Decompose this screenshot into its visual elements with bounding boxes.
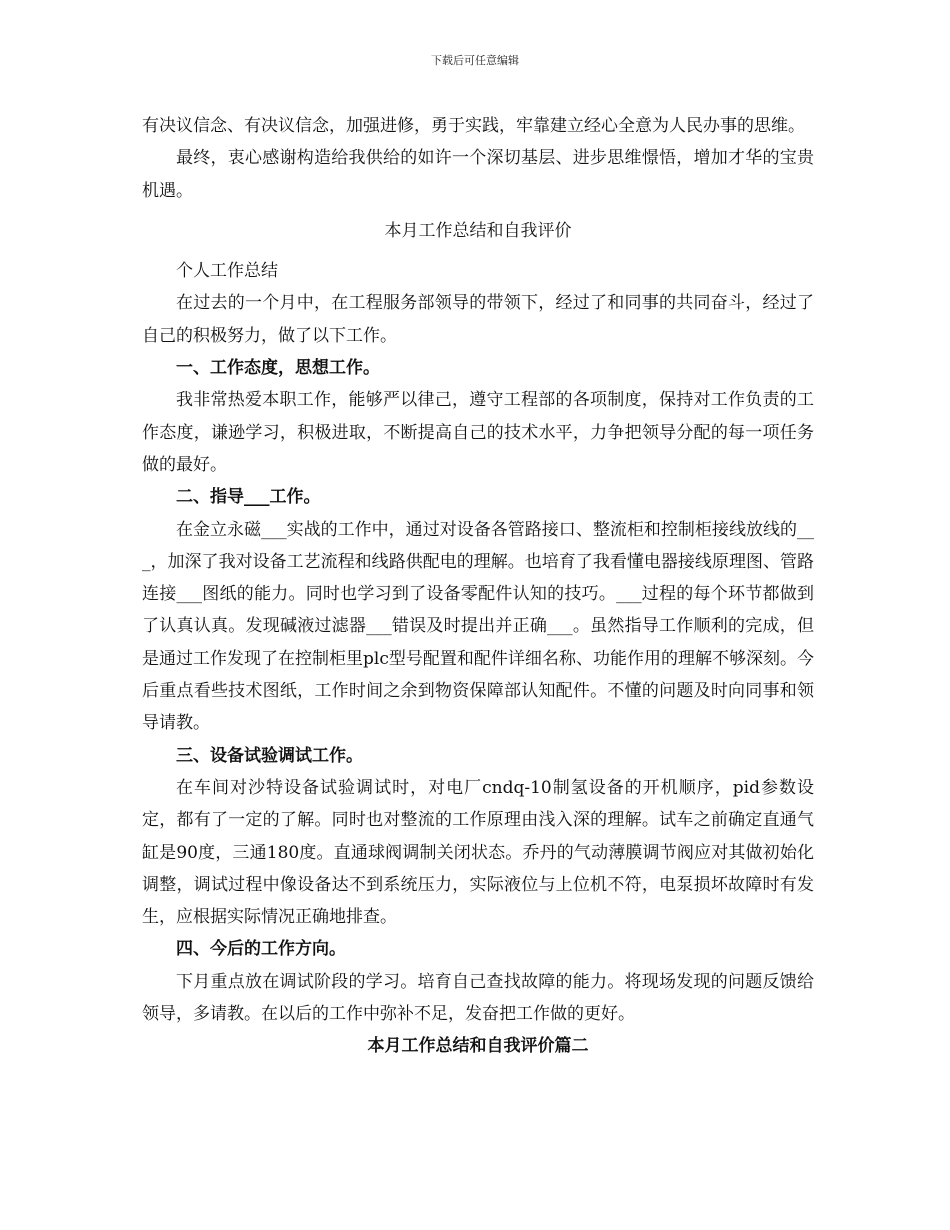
paragraph-intro: 在过去的一个月中，在工程服务部领导的带领下，经过了和同事的共同奋斗，经过了自己的积极努力，做了以下工作。: [142, 293, 814, 346]
section-title-part-two: 本月工作总结和自我评价篇二: [367, 1036, 589, 1057]
document-body: [142, 110, 814, 1063]
paragraph-equipment-testing: 在车间对沙特设备试验调试时，对电厂cndq-10制氢设备的开机顺序，pid参数设定，都有了一定的了解。同时也对整流的工作原理由浅入深的理解。试车之前确定直通气缸是90度，三通180度。直通球阀调制关闭状态。乔丹的气动薄膜调节阀应对其做初始化调整，调试过程中像设备达不到系统压力，实际液位与上位机不符，电泵损坏故障时有发生，应根据实际情况正确地排查。: [142, 777, 814, 928]
page-header: 下载后可任意编辑: [431, 54, 519, 67]
section-title: 本月工作总结和自我评价: [384, 220, 572, 241]
heading-work-attitude: 一、工作态度，思想工作。: [176, 358, 380, 379]
paragraph-work-attitude: 我非常热爱本职工作，能够严以律己，遵守工程部的各项制度，保持对工作负责的工作态度，谦逊学习，积极进取，不断提高自己的技术水平，力争把领导分配的每一项任务做的最好。: [142, 390, 814, 475]
paragraph-continuation: 有决议信念、有决议信念，加强进修，勇于实践，牢靠建立经心全意为人民办事的思维。: [142, 116, 805, 136]
heading-equipment-testing: 三、设备试验调试工作。: [176, 745, 363, 766]
subtitle: 个人工作总结: [176, 261, 278, 282]
heading-future-direction: 四、今后的工作方向。: [176, 939, 346, 960]
paragraph-guidance-work: 在金立永磁___实战的工作中，通过对设备各管路接口、整流柜和控制柜接线放线的___，加深了我对设备工艺流程和线路供配电的理解。也培育了我看懂电器接线原理图、管路连接___图纸的能力。同时也学习到了设备零配件认知的技巧。___过程的每个环节都做到了认真认真。发现碱液过滤器___错误及时提出并正确___。虽然指导工作顺利的完成，但是通过工作发现了在控制柜里plc型号配置和配件详细名称、功能作用的理解不够深刻。今后重点看些技术图纸，工作时间之余到物资保障部认知配件。不懂的问题及时向同事和领导请教。: [142, 519, 814, 734]
paragraph-future-direction: 下月重点放在调试阶段的学习。培育自己查找故障的能力。将现场发现的问题反馈给领导，多请教。在以后的工作中弥补不足，发奋把工作做的更好。: [142, 971, 814, 1025]
paragraph-closing-thanks: 最终，衷心感谢构造给我供给的如许一个深切基层、进步思维憬悟，增加才华的宝贵机遇。: [142, 148, 814, 201]
heading-guidance-work: 二、指导___工作。: [176, 487, 321, 508]
